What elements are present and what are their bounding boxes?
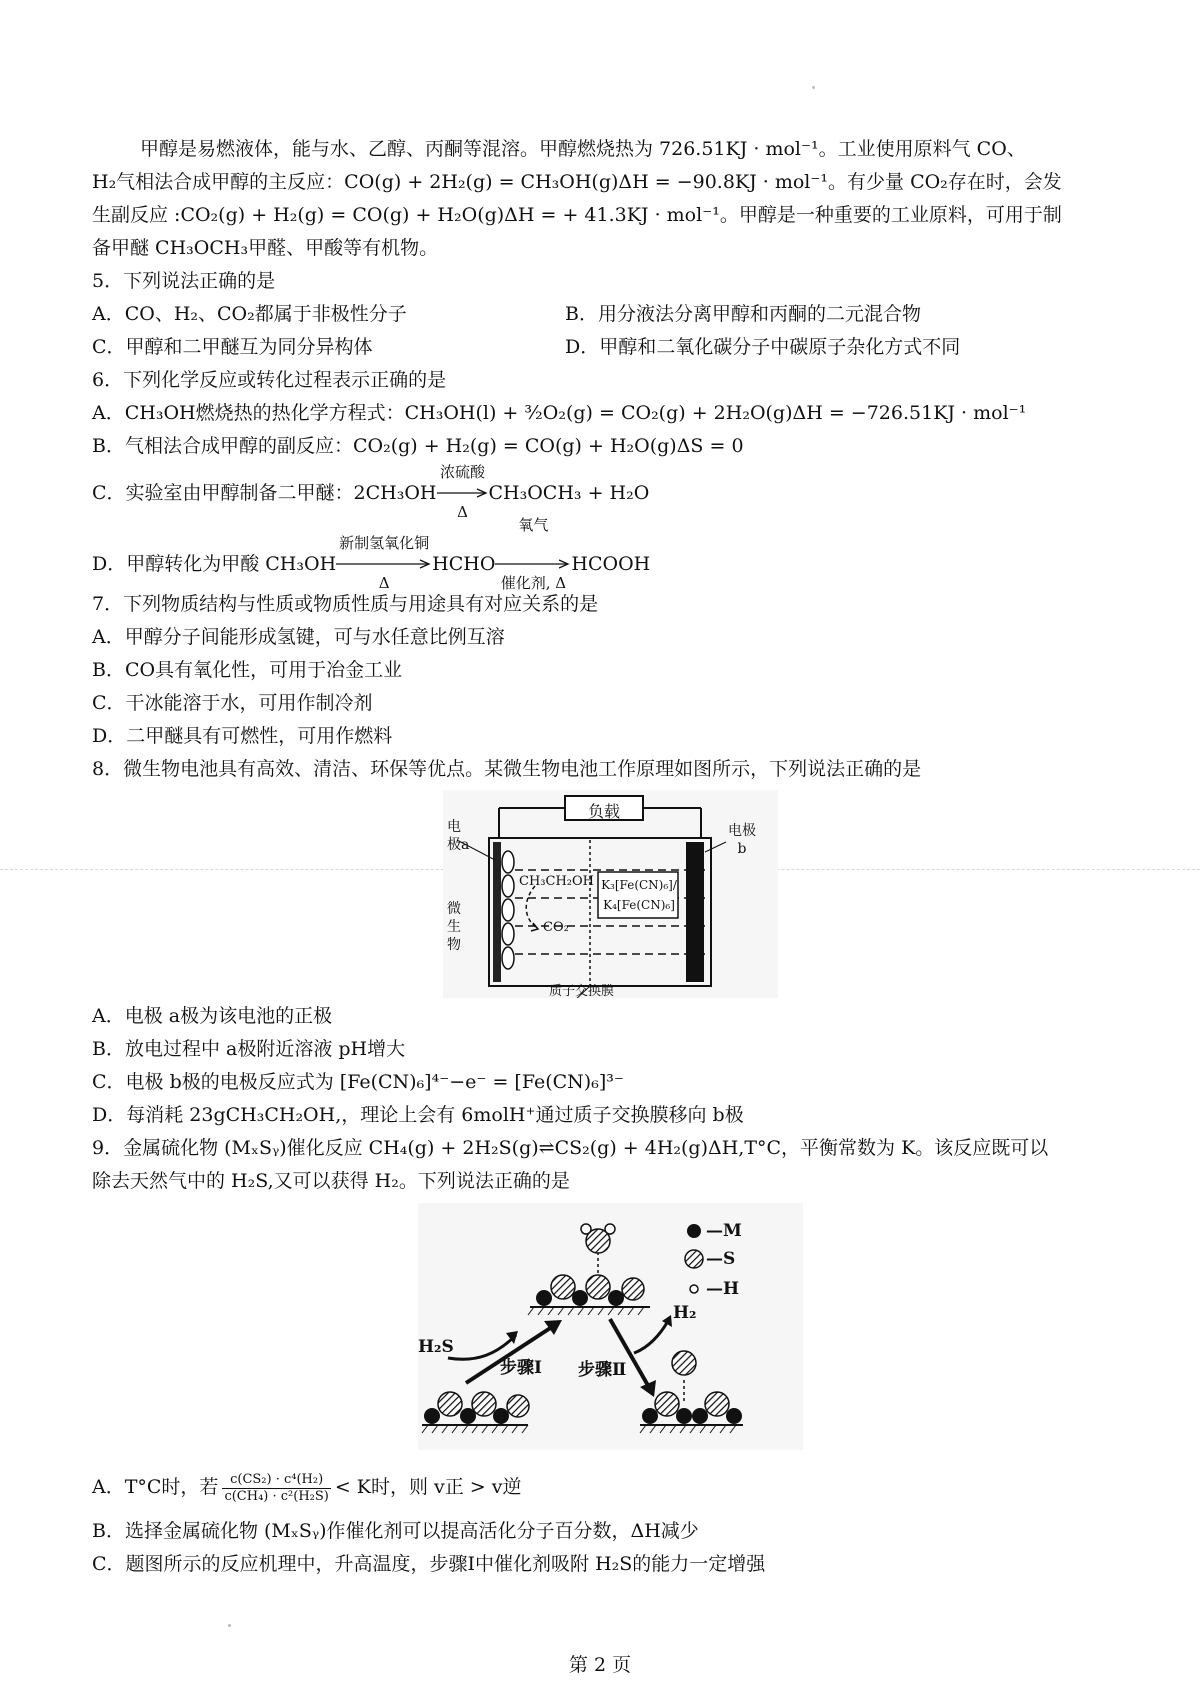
microbe-label xyxy=(447,900,461,954)
fraction-numerator: c(CS₂) · c⁴(H₂) xyxy=(222,1472,330,1489)
reaction-arrow xyxy=(437,463,489,521)
electrode-a-label-line1: 电 xyxy=(447,819,461,835)
q9-option-a-post: < K时，则 v正 > v逆 xyxy=(334,1476,522,1498)
q6-option-d-product: HCOOH xyxy=(571,553,651,575)
solution-label-line1: K₃[Fe(CN)₆]/ xyxy=(601,878,677,892)
q9-option-c: C．题图所示的反应机理中，升高温度，步骤Ⅰ中催化剂吸附 H₂S的能力一定增强 xyxy=(92,1553,766,1575)
reaction-arrow-1 xyxy=(336,534,432,592)
q7-option-d: D．二甲醚具有可燃性，可用作燃料 xyxy=(92,725,393,747)
mechanism-diagram xyxy=(418,1203,803,1450)
q6-stem: 6．下列化学反应或转化过程表示正确的是 xyxy=(92,369,447,391)
q6-option-a: A．CH₃OH燃烧热的热化学方程式：CH₃OH(l) + ³⁄₂O₂(g) = CO₂(g) + 2H₂O(g)ΔH = −726.51KJ · mol⁻¹ xyxy=(92,402,1027,424)
microbial-cell-figure xyxy=(443,790,778,998)
ferricyanide-solution-label xyxy=(600,875,678,915)
q9-stem-line-1: 9．金属硫化物 (MₓSᵧ)催化反应 CH₄(g) + 2H₂S(g)⇌CS₂(g) + 4H₂(g)ΔH,T°C，平衡常数为 K。该反应既可以 xyxy=(92,1137,1049,1159)
quotient-fraction xyxy=(222,1472,330,1505)
q5-option-b: B．用分液法分离甲醇和丙酮的二元混合物 xyxy=(565,303,921,325)
arrow-1-condition-below: Δ xyxy=(378,574,390,592)
step-1-label: 步骤Ⅰ xyxy=(500,1358,542,1378)
q5-option-c: C．甲醇和二甲醚互为同分异构体 xyxy=(92,336,373,358)
q6-option-d-intermediate: HCHO xyxy=(432,553,496,575)
q9-stem-line-2: 除去天然气中的 H₂S,又可以获得 H₂。下列说法正确的是 xyxy=(92,1170,570,1192)
q6-option-c-reactant: C．实验室由甲醇制备二甲醚：2CH₃OH xyxy=(92,482,437,504)
co2-label: CO₂ xyxy=(543,920,569,935)
q8-stem: 8．微生物电池具有高效、清洁、环保等优点。某微生物电池工作原理如图所示，下列说法正确的是 xyxy=(92,758,922,780)
q7-option-a: A．甲醇分子间能形成氢键，可与水任意比例互溶 xyxy=(92,626,505,648)
arrow-1-condition-above: 新制氢氧化铜 xyxy=(339,534,430,552)
microbe-label-line2: 生 xyxy=(447,919,461,935)
intro-line-2: H₂气相法合成甲醇的主反应：CO(g) + 2H₂(g) = CH₃OH(g)ΔH = −90.8KJ · mol⁻¹。有少量 CO₂存在时，会发 xyxy=(92,171,1062,193)
q7-stem: 7．下列物质结构与性质或物质性质与用途具有对应关系的是 xyxy=(92,593,599,615)
arrow-condition-below: Δ xyxy=(457,503,468,521)
q8-option-d: D．每消耗 23gCH₃CH₂OH,，理论上会有 6molH⁺通过质子交换膜移向 b极 xyxy=(92,1104,744,1126)
legend-h-label: —H xyxy=(706,1279,740,1299)
electrode-b-label-line2: b xyxy=(737,841,747,857)
scan-speck xyxy=(228,1624,231,1627)
intro-line-1: 甲醇是易燃液体，能与水、乙醇、丙酮等混溶。甲醇燃烧热为 726.51KJ · mol⁻¹。工业使用原料气 CO、 xyxy=(140,138,1026,160)
solution-label-line2: K₄[Fe(CN)₆] xyxy=(603,898,675,912)
reaction-arrow-2 xyxy=(495,516,571,592)
electrode-b-label xyxy=(728,822,756,858)
microbe-label-line1: 微 xyxy=(447,901,461,917)
fraction-denominator: c(CH₄) · c²(H₂S) xyxy=(224,1488,329,1504)
q8-option-a: A．电极 a极为该电池的正极 xyxy=(92,1005,333,1027)
q6-option-c xyxy=(92,463,1120,521)
q6-option-d-reactant: D．甲醇转化为甲酸 CH₃OH xyxy=(92,553,337,575)
q8-option-b: B．放电过程中 a极附近溶液 pH增大 xyxy=(92,1038,406,1060)
q6-option-b: B．气相法合成甲醇的副反应：CO₂(g) + H₂(g) = CO(g) + H₂O(g)ΔS = 0 xyxy=(92,435,744,457)
q7-option-b: B．CO具有氧化性，可用于冶金工业 xyxy=(92,659,403,681)
intro-line-3: 生副反应 :CO₂(g) + H₂(g) = CO(g) + H₂O(g)ΔH = + 41.3KJ · mol⁻¹。甲醇是一种重要的工业原料，可用于制 xyxy=(92,204,1062,226)
arrow-2-condition-below: 催化剂, Δ xyxy=(500,574,567,592)
electrode-a-label-line2: 极a xyxy=(447,837,470,853)
q9-option-a xyxy=(92,1467,1120,1507)
q5-option-a: A．CO、H₂、CO₂都属于非极性分子 xyxy=(92,303,407,325)
q6-option-d xyxy=(92,516,1120,592)
microbe-label-line3: 物 xyxy=(447,937,461,953)
q6-option-c-product: CH₃OCH₃ + H₂O xyxy=(488,482,650,504)
q9-option-a-pre: A．T°C时，若 xyxy=(92,1476,219,1498)
q5-stem: 5．下列说法正确的是 xyxy=(92,270,276,292)
membrane-label: 质子交换膜 xyxy=(549,984,615,999)
catalysis-mechanism-figure xyxy=(418,1203,803,1450)
ethanol-label: CH₃CH₂OH xyxy=(519,874,594,889)
q9-option-b: B．选择金属硫化物 (MₓSᵧ)作催化剂可以提高活化分子百分数，ΔH减少 xyxy=(92,1520,699,1542)
legend-m-label: —M xyxy=(706,1221,742,1241)
page-number: 第 2 页 xyxy=(568,1654,632,1676)
scan-speck xyxy=(812,86,815,89)
legend-s-label: —S xyxy=(706,1249,736,1269)
h2s-label: H₂S xyxy=(418,1337,454,1357)
arrow-condition-above: 浓硫酸 xyxy=(439,463,485,481)
arrow-2-condition-above: 氧气 xyxy=(518,516,549,534)
h2-label: H₂ xyxy=(673,1303,697,1323)
q5-option-d: D．甲醇和二氧化碳分子中碳原子杂化方式不同 xyxy=(565,336,961,358)
electrode-a-label xyxy=(447,818,469,854)
q7-option-c: C．干冰能溶于水，可用作制冷剂 xyxy=(92,692,373,714)
load-label: 负载 xyxy=(587,802,620,821)
q8-option-c: C．电极 b极的电极反应式为 [Fe(CN)₆]⁴⁻−e⁻ = [Fe(CN)₆]³⁻ xyxy=(92,1071,624,1093)
step-2-label: 步骤Ⅱ xyxy=(578,1360,627,1380)
electrode-b-label-line1: 电极 xyxy=(728,823,756,839)
intro-line-4: 备甲醚 CH₃OCH₃甲醛、甲酸等有机物。 xyxy=(92,237,439,259)
